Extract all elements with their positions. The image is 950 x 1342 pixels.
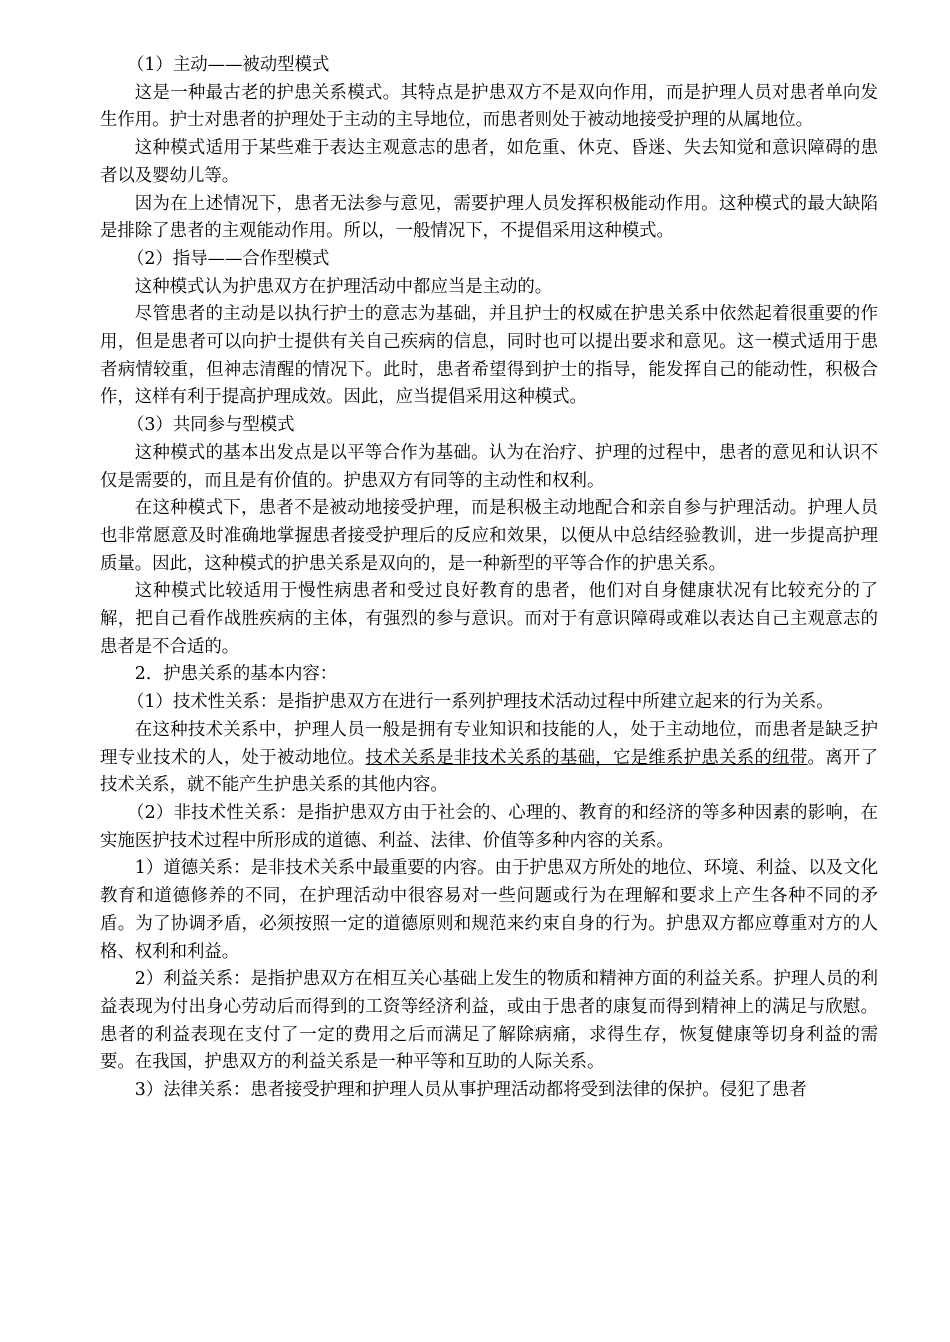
section-heading-mutual-participation: （3）共同参与型模式 <box>126 415 295 436</box>
paragraph-interest-relation: 2）利益关系：是指护患双方在相互关心基础上发生的物质和精神方面的利益关系。护理人员的利益表现为付出身心劳动后而得到的工资等经济利益，或由于患者的康复而得到精神上的满足与欣慰。患者的利益表现在支付了一定的费用之后而满足了解除病痛，求得生存，恢复健康等切身利益的需要。在我国，护患双方的利益关系是一种平等和互助的人际关系。 <box>100 969 878 1073</box>
paragraph-with-underline <box>100 717 878 800</box>
paragraph: 这种模式比较适用于慢性病患者和受过良好教育的患者，他们对自身健康状况有比较充分的了解，把自己看作战胜疾病的主体，有强烈的参与意识。而对于有意识障碍或难以表达自己主观意志的患者是不合适的。 <box>100 581 878 657</box>
paragraph-text: 。离开了技术关系，就不能产生护患关系的其他内容。 <box>100 747 878 796</box>
paragraph-moral-relation: 1）道德关系：是非技术关系中最重要的内容。由于护患双方所处的地位、环境、利益、以及文化教育和道德修养的不同，在护理活动中很容易对一些问题或行为在理解和要求上产生各种不同的矛盾。为了协调矛盾，必须按照一定的道德原则和规范来约束自身的行为。护患双方都应尊重对方的人格、权利和利益。 <box>100 858 878 962</box>
paragraph: 这种模式认为护患双方在护理活动中都应当是主动的。 <box>134 276 553 297</box>
underlined-key-sentence: 技术关系是非技术关系的基础，它是维系护患关系的纽带 <box>365 747 808 768</box>
section-heading-guidance-cooperation: （2）指导——合作型模式 <box>126 248 330 269</box>
paragraph: 这种模式的基本出发点是以平等合作为基础。认为在治疗、护理的过程中，患者的意见和认识不仅是需要的，而且是有价值的。护患双方有同等的主动性和权利。 <box>100 442 878 491</box>
paragraph: 因为在上述情况下，患者无法参与意见，需要护理人员发挥积极能动作用。这种模式的最大缺陷是排除了患者的主观能动作用。所以，一般情况下，不提倡采用这种模式。 <box>100 193 878 242</box>
paragraph-technical-relation: （1）技术性关系：是指护患双方在进行一系列护理技术活动过程中所建立起来的行为关系。 <box>126 692 834 713</box>
paragraph: 这是一种最古老的护患关系模式。其特点是护患双方不是双向作用，而是护理人员对患者单向发生作用。护士对患者的护理处于主动的主导地位，而患者则处于被动地接受护理的从属地位。 <box>100 82 878 131</box>
paragraph: 这种模式适用于某些难于表达主观意志的患者，如危重、休克、昏迷、失去知觉和意识障碍的患者以及婴幼儿等。 <box>100 138 878 186</box>
document-body <box>100 52 878 1105</box>
section-heading-active-passive: （1）主动——被动型模式 <box>126 55 330 75</box>
paragraph-legal-relation: 3）法律关系：患者接受护理和护理人员从事护理活动都将受到法律的保护。侵犯了患者 <box>134 1080 807 1101</box>
paragraph-text: 在这种技术关系中，护理人员一般是拥有专业知识和技能的人，处于主动地位，而患者是缺乏护理专业技术的人，处于被动地位。 <box>100 719 878 768</box>
section-heading-basic-content: 2．护患关系的基本内容： <box>134 664 338 685</box>
paragraph: 在这种模式下，患者不是被动地接受护理，而是积极主动地配合和亲自参与护理活动。护理人员也非常愿意及时准确地掌握患者接受护理后的反应和效果，以便从中总结经验教训，进一步提高护理质量。因此，这种模式的护患关系是双向的，是一种新型的平等合作的护患关系。 <box>100 498 878 574</box>
paragraph: 尽管患者的主动是以执行护士的意志为基础，并且护士的权威在护患关系中依然起着很重要的作用，但是患者可以向护士提供有关自己疾病的信息，同时也可以提出要求和意见。这一模式适用于患者病情较重，但神志清醒的情况下。此时，患者希望得到护士的指导，能发挥自己的能动性，积极合作，这样有利于提高护理成效。因此，应当提倡采用这种模式。 <box>100 304 878 408</box>
paragraph-non-technical-relation: （2）非技术性关系：是指护患双方由于社会的、心理的、教育的和经济的等多种因素的影响，在实施医护技术过程中所形成的道德、利益、法律、价值等多种内容的关系。 <box>100 802 878 851</box>
